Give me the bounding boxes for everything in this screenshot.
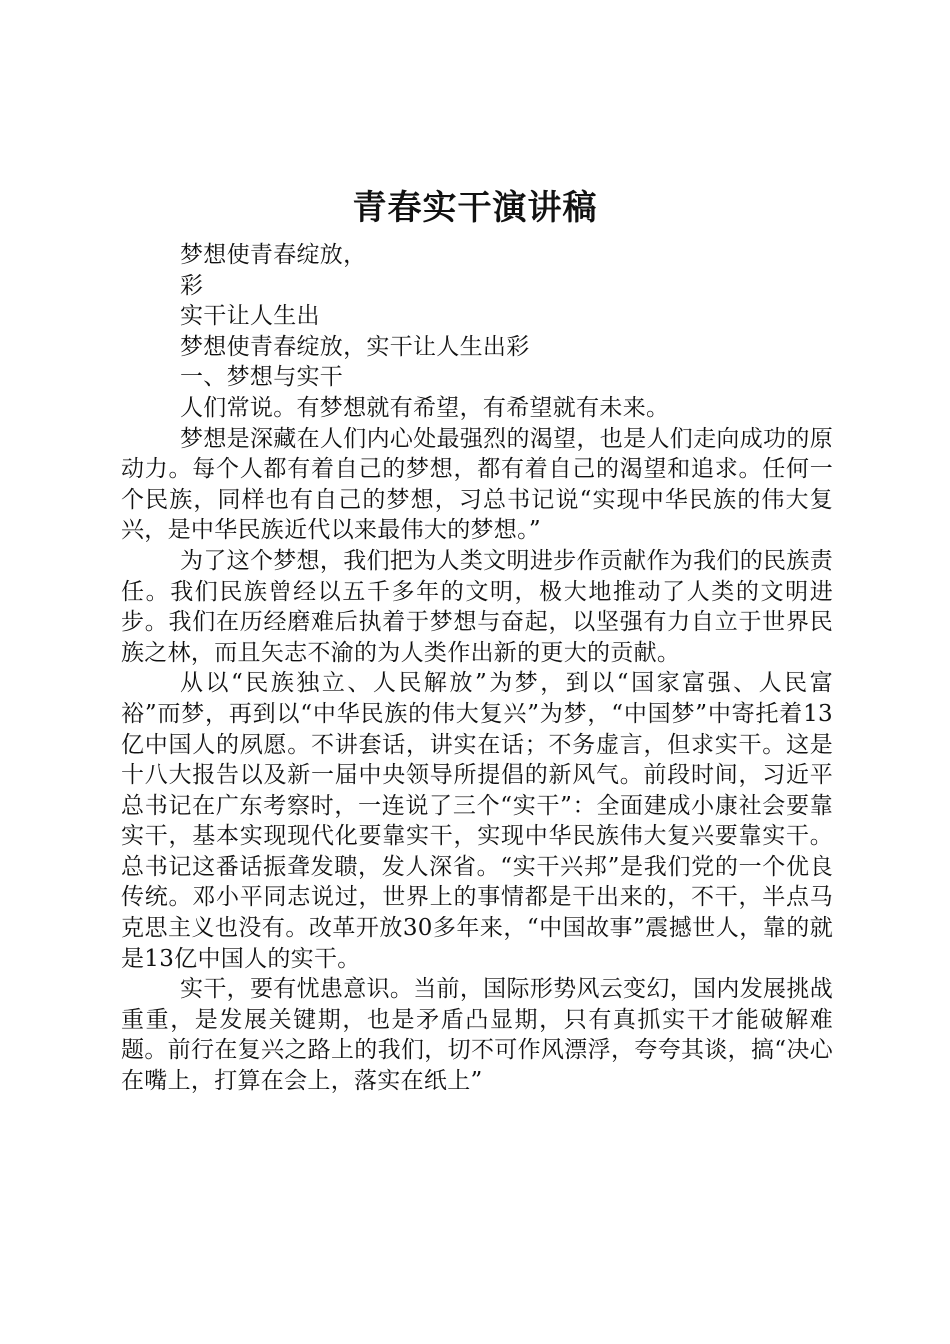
section-heading: 一、梦想与实干: [180, 364, 344, 391]
text-line: 彩: [180, 272, 204, 299]
paragraph: 梦想是深藏在人们内心处最强烈的渴望，也是人们走向成功的原动力。每个人都有着自己的梦想，都有着自己的渴望和追求。任何一个民族，同样也有自己的梦想，习总书记说“实现中华民族的伟大复兴，是中华民族近代以来最伟大的梦想。”: [121, 425, 833, 544]
text-line: 人们常说。有梦想就有希望，有希望就有未来。: [180, 394, 670, 421]
paragraph: 实干，要有忧患意识。当前，国际形势风云变幻，国内发展挑战重重，是发展关键期，也是矛盾凸显期，只有真抓实干才能破解难题。前行在复兴之路上的我们，切不可作风漂浮，夸夸其谈，搞“决心在嘴上，打算在会上，落实在纸上”: [121, 976, 833, 1095]
document-body: [121, 240, 833, 1097]
document-title: 青春实干演讲稿: [352, 188, 598, 228]
text-line: 梦想使青春绽放，: [180, 242, 367, 268]
paragraph: 从以“民族独立、人民解放”为梦，到以“国家富强、人民富裕”而梦，再到以“中华民族的伟大复兴”为梦，“中国梦”中寄托着13亿中国人的夙愿。不讲套话，讲实在话；不务虚言，但求实干。这是十八大报告以及新一届中央领导所提倡的新风气。前段时间，习近平总书记在广东考察时，一连说了三个“实干”：全面建成小康社会要靠实干，基本实现现代化要靠实干，实现中华民族伟大复兴要靠实干。总书记这番话振聋发聩，发人深省。“实干兴邦”是我们党的一个优良传统。邓小平同志说过，世界上的事情都是干出来的，不干，半点马克思主义也没有。改革开放30多年来，“中国故事”震撼世人，靠的就是13亿中国人的实干。: [121, 670, 833, 972]
text-line: 实干让人生出: [180, 303, 320, 330]
paragraph: 为了这个梦想，我们把为人类文明进步作贡献作为我们的民族责任。我们民族曾经以五千多年的文明，极大地推动了人类的文明进步。我们在历经磨难后执着于梦想与奋起，以坚强有力自立于世界民族之林，而且矢志不渝的为人类作出新的更大的贡献。: [121, 547, 833, 666]
text-line: 梦想使青春绽放，实干让人生出彩: [180, 333, 530, 360]
